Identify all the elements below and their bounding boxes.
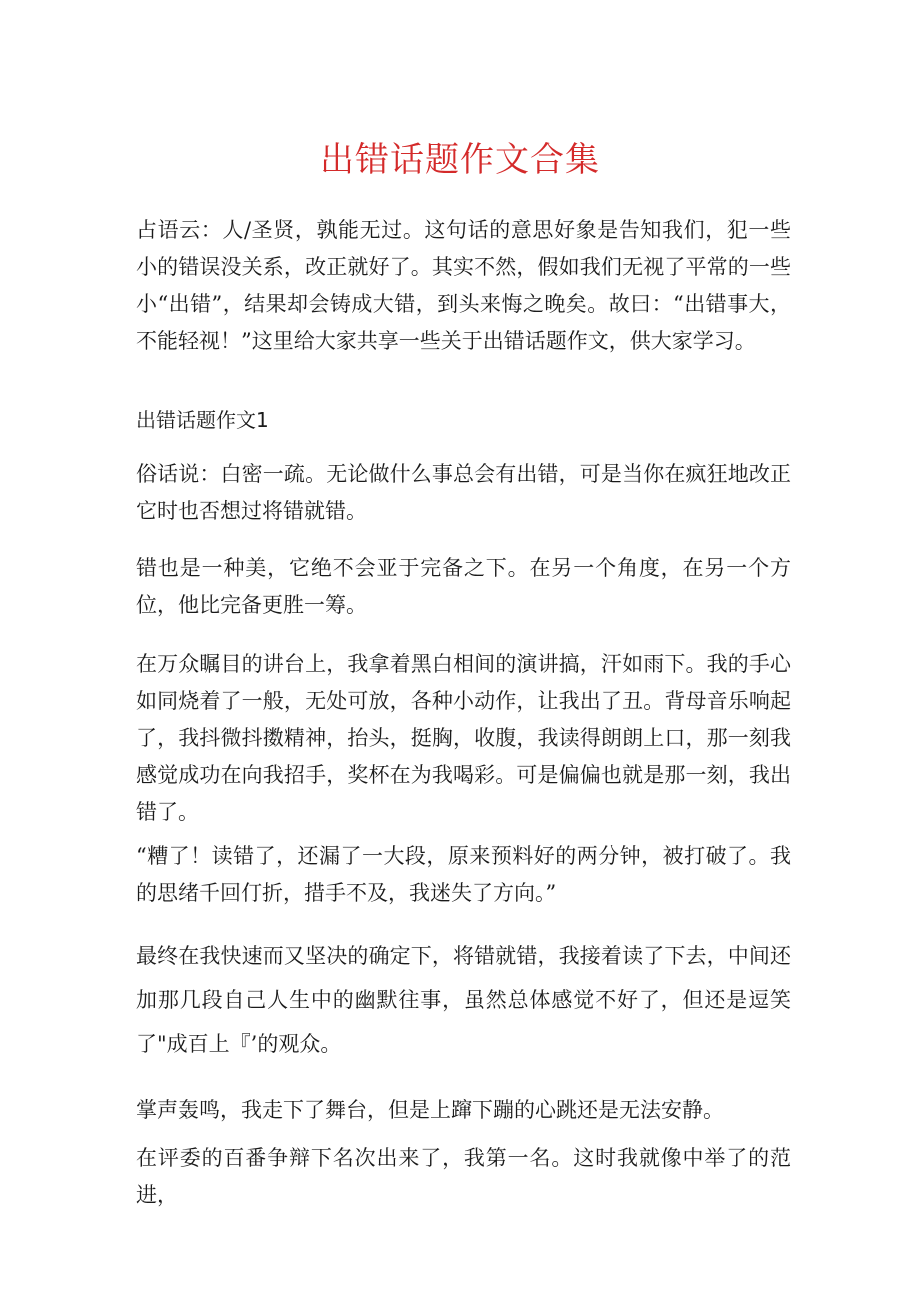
paragraph-text: “糟了！读错了，还漏了一大段，原来预料好的两分钟，被打破了。我的思绪千回仃折，措手不及，我迷失了方向。” (136, 844, 791, 905)
document-title: 出错话题作文合集 (320, 140, 600, 180)
essay-heading (136, 402, 791, 439)
paragraph (136, 550, 791, 624)
paragraph (136, 456, 791, 530)
paragraph (136, 838, 791, 912)
intro-paragraph (136, 212, 791, 360)
paragraph (136, 934, 791, 1066)
paragraph-text: 最终在我快速而又坚决的确定下，将错就错，我接着读了下去，中间还加那几段自己人生中的幽默往事，虽然总体感觉不好了，但还是逗笑了"成百上『’的观众。 (136, 944, 791, 1056)
paragraph-text: 错也是一种美，它绝不会亚于完备之下。在另一个角度，在另一个方位，他比完备更胜一筹。 (136, 556, 791, 617)
paragraph (136, 646, 791, 831)
paragraph-text: 在评委的百番争辩下名次出来了，我第一名。这时我就像中举了的范进， (136, 1146, 791, 1207)
paragraph (136, 1092, 791, 1129)
intro-text: 占语云：人/圣贤，孰能无过。这句话的意思好象是告知我们，犯一些小的错误没关系，改正就好了。其实不然，假如我们无视了平常的一些小“出错”，结果却会铸成大错，到头来悔之晚矣。故曰：“出错事大，不能轻视！”这里给大家共享一些关于出错话题作文，供大家学习。 (136, 218, 791, 353)
essay-heading-text: 出错话题作文1 (136, 408, 269, 432)
paragraph-text: 在万众瞩目的讲台上，我拿着黑白相间的演讲搞，汗如雨下。我的手心如同烧着了一般，无处可放，各种小动作，让我出了丑。背母音乐响起了，我抖微抖擞精神，抬头，挺胸，收腹，我读得朗朗上口，那一刻我感觉成功在向我招手，奖杯在为我喝彩。可是偏偏也就是那一刻，我出错了。 (136, 652, 791, 824)
paragraph-text: 掌声轰鸣，我走下了舞台，但是上蹿下蹦的心跳还是无法安静。 (136, 1098, 724, 1122)
paragraph (136, 1140, 791, 1214)
paragraph-text: 俗话说：白密一疏。无论做什么事总会有出错，可是当你在疯狂地改正它时也否想过将错就错。 (136, 462, 791, 523)
